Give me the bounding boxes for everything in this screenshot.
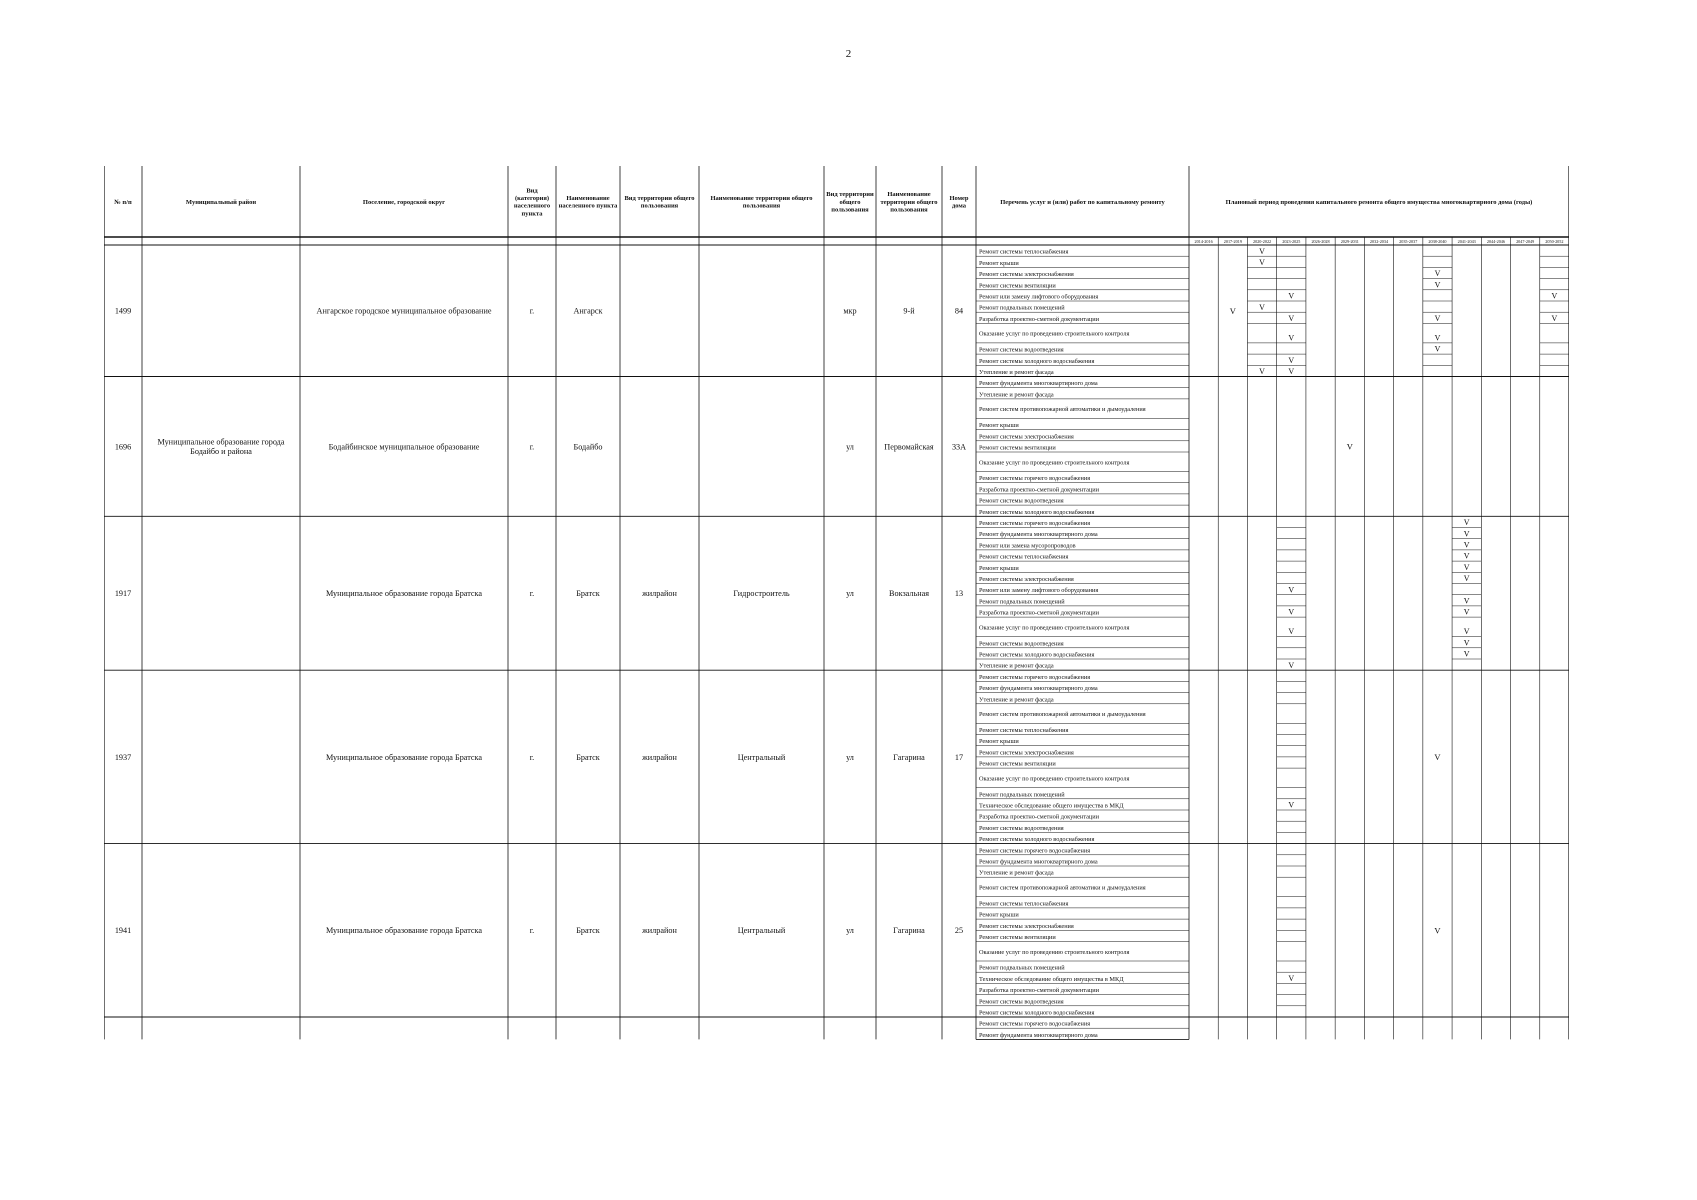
service-name: Ремонт системы холодного водоснабжения [979, 836, 1095, 844]
header-territory-type: Вид территории общего пользования [624, 194, 695, 210]
check-mark: V [1463, 551, 1470, 561]
check-mark: V [1288, 291, 1295, 301]
header-period: Плановый период проведения капитального ремонта общего имущества многоквартирного дома (годы) [1225, 198, 1533, 206]
service-name: Техническое обследование общего имущества в МКД [979, 802, 1124, 810]
check-mark: V [1463, 574, 1470, 584]
header-street-type: Вид территории общего пользования [826, 191, 874, 214]
check-mark: V [1551, 291, 1558, 301]
service-name: Ремонт системы горячего водоснабжения [979, 1020, 1091, 1028]
period-label: 2035-2037 [1399, 239, 1418, 244]
service-name: Утепление и ремонт фасада [979, 696, 1054, 704]
service-name: Ремонт системы горячего водоснабжения [979, 847, 1091, 855]
cell-house: 33А [951, 442, 967, 452]
service-name: Ремонт системы электроснабжения [979, 576, 1074, 583]
service-name: Ремонт системы вентиляции [979, 934, 1056, 941]
service-name: Ремонт системы холодного водоснабжения [979, 508, 1095, 516]
cell-settlement-type: г. [529, 926, 535, 936]
cell-settlement-name: Ангарск [573, 306, 603, 316]
service-name: Ремонт систем противопожарной автоматики и дымоудаления [979, 406, 1146, 414]
cell-street-type: мкр [843, 306, 857, 316]
check-mark: V [1288, 660, 1295, 670]
service-name: Ремонт системы водоотведения [979, 824, 1064, 832]
main-check-mark: V [1346, 441, 1353, 452]
cell-settlement-type: г. [529, 589, 535, 599]
check-mark: V [1463, 607, 1470, 617]
check-mark: V [1463, 596, 1470, 606]
service-name: Ремонт фундамента многоквартирного дома [979, 380, 1098, 388]
cell-street-name: Вокзальная [889, 589, 929, 599]
service-name: Ремонт или замену лифтового оборудования [979, 587, 1099, 595]
cell-settlement-name: Братск [576, 926, 600, 936]
header-street-name: Наименование территории общего пользования [880, 191, 938, 214]
check-mark: V [1463, 649, 1470, 659]
cell-settlement: Муниципальное образование города Братска [325, 926, 483, 936]
cell-street-type: ул [846, 442, 854, 452]
service-name: Ремонт или замена мусоропроводов [979, 542, 1076, 550]
cell-house: 84 [954, 306, 964, 316]
cell-settlement-name: Бодайбо [573, 442, 603, 452]
check-mark: V [1288, 355, 1295, 365]
cell-settlement: Муниципальное образование города Братска [325, 752, 483, 762]
service-name: Ремонт системы холодного водоснабжения [979, 357, 1095, 365]
header-territory-name: Наименование территории общего пользования [710, 194, 813, 210]
cell-settlement-name: Братск [576, 752, 600, 762]
period-label: 2032-2034 [1369, 239, 1389, 244]
service-name: Оказание услуг по проведению строительного контроля [979, 330, 1130, 338]
service-name: Ремонт системы водоотведения [979, 998, 1064, 1006]
service-name: Ремонт системы горячего водоснабжения [979, 475, 1091, 483]
cell-settlement-type: г. [529, 442, 535, 452]
service-name: Утепление и ремонт фасада [979, 662, 1054, 670]
period-label: 2047-2049 [1516, 239, 1535, 244]
check-mark: V [1463, 638, 1470, 648]
period-label: 2029-2031 [1340, 239, 1359, 244]
period-label: 2023-2025 [1282, 239, 1301, 244]
cell-settlement: Муниципальное образование города Братска [325, 589, 483, 599]
capital-repair-table [104, 166, 1569, 1040]
service-name: Ремонт фундамента многоквартирного дома [979, 685, 1098, 693]
main-check-mark: V [1229, 305, 1236, 316]
check-mark: V [1288, 800, 1295, 810]
check-mark: V [1463, 540, 1470, 550]
cell-num: 1917 [114, 589, 132, 599]
cell-settlement: Ангарское городское муниципальное образование [316, 306, 492, 316]
service-name: Разработка проектно-сметной документации [979, 813, 1100, 821]
service-name: Оказание услуг по проведению строительного контроля [979, 948, 1130, 956]
header-services: Перечень услуг и (или) работ по капитальному ремонту [1000, 198, 1165, 206]
cell-territory-name: Центральный [737, 752, 786, 762]
service-name: Ремонт системы водоотведения [979, 346, 1064, 354]
header-district: Муниципальный район [185, 198, 257, 206]
check-mark: V [1259, 367, 1265, 377]
cell-territory-type: жилрайон [642, 752, 677, 762]
service-name: Ремонт крыши [979, 738, 1019, 746]
service-name: Утепление и ремонт фасада [979, 391, 1054, 399]
cell-num: 1696 [114, 442, 132, 452]
service-name: Оказание услуг по проведению строительного контроля [979, 624, 1130, 632]
service-name: Ремонт подвальных помещений [979, 598, 1065, 606]
cell-settlement: Бодайбинское муниципальное образование [328, 442, 480, 452]
period-label: 2044-2046 [1486, 239, 1506, 244]
cell-street-type: ул [846, 926, 854, 936]
check-mark: V [1463, 562, 1470, 572]
check-mark: V [1288, 333, 1295, 343]
service-name: Ремонт крыши [979, 911, 1019, 919]
cell-num: 1941 [114, 926, 132, 936]
service-name: Ремонт фундамента многоквартирного дома [979, 858, 1098, 866]
cell-territory-type: жилрайон [642, 589, 677, 599]
cell-settlement-name: Братск [576, 589, 600, 599]
service-name: Ремонт системы вентиляции [979, 444, 1056, 452]
check-mark: V [1288, 367, 1295, 377]
cell-territory-name: Центральный [737, 926, 786, 936]
cell-house: 17 [954, 752, 964, 762]
service-name: Ремонт подвальных помещений [979, 964, 1065, 972]
check-mark: V [1434, 269, 1441, 279]
check-mark: V [1434, 314, 1441, 323]
check-mark: V [1288, 607, 1295, 617]
service-name: Ремонт фундамента многоквартирного дома [979, 531, 1098, 539]
period-label: 2038-2040 [1428, 239, 1447, 244]
service-name: Разработка проектно-сметной документации [979, 987, 1100, 995]
page-number: 2 [845, 48, 852, 60]
service-name: Разработка проектно-сметной документации [979, 486, 1100, 494]
check-mark: V [1434, 280, 1441, 290]
check-mark: V [1288, 974, 1295, 983]
check-mark: V [1288, 314, 1295, 323]
service-name: Ремонт крыши [979, 422, 1019, 430]
service-name: Техническое обследование общего имущества в МКД [979, 975, 1124, 983]
header-settlement-type: Вид (категория) населенного пункта [513, 187, 551, 218]
service-name: Утепление и ремонт фасада [979, 369, 1054, 376]
service-name: Ремонт крыши [979, 259, 1019, 267]
header-house: Номер дома [949, 194, 969, 210]
period-label: 2041-2043 [1457, 239, 1476, 244]
cell-settlement-type: г. [529, 752, 535, 762]
period-label: 2020-2022 [1252, 239, 1272, 244]
header-settlement: Поселение, городской округ [362, 198, 446, 206]
period-label: 2014-2016 [1194, 239, 1213, 244]
check-mark: V [1551, 314, 1558, 323]
service-name: Ремонт системы электроснабжения [979, 433, 1074, 441]
check-mark: V [1434, 344, 1441, 354]
service-name: Ремонт систем противопожарной автоматики и дымоудаления [979, 711, 1146, 719]
service-name: Ремонт системы теплоснабжения [979, 553, 1069, 561]
cell-settlement-type: г. [529, 306, 535, 316]
service-name: Ремонт систем противопожарной автоматики и дымоудаления [979, 884, 1146, 892]
service-name: Ремонт системы теплоснабжения [979, 248, 1069, 256]
service-name: Оказание услуг по проведению строительного контроля [979, 459, 1130, 467]
cell-house: 25 [954, 926, 964, 936]
cell-num: 1499 [114, 306, 132, 316]
header-settlement-name: Наименование населенного пункта [558, 194, 618, 210]
service-name: Ремонт системы холодного водоснабжения [979, 651, 1095, 659]
service-name: Ремонт крыши [979, 564, 1019, 572]
service-name: Ремонт подвальных помещений [979, 791, 1065, 799]
service-name: Ремонт системы холодного водоснабжения [979, 1009, 1095, 1017]
cell-district: Муниципальное образование города Бодайбо и района [157, 437, 285, 457]
service-name: Ремонт системы теплоснабжения [979, 900, 1069, 908]
period-label: 2017-2019 [1223, 239, 1242, 244]
cell-street-name: 9-й [903, 306, 915, 316]
cell-house: 13 [954, 589, 964, 599]
cell-street-name: Первомайская [884, 442, 934, 452]
check-mark: V [1259, 246, 1265, 256]
service-name: Ремонт подвальных помещений [979, 304, 1065, 312]
service-name: Утепление и ремонт фасада [979, 869, 1054, 877]
header-num: № п/п [114, 198, 132, 206]
check-mark: V [1259, 302, 1265, 312]
period-label: 2026-2028 [1311, 239, 1330, 244]
cell-territory-type: жилрайон [642, 926, 677, 936]
service-name: Оказание услуг по проведению строительного контроля [979, 775, 1130, 783]
service-name: Ремонт системы водоотведения [979, 640, 1064, 648]
check-mark: V [1288, 585, 1295, 595]
cell-street-type: ул [846, 589, 854, 599]
service-name: Ремонт системы электроснабжения [979, 749, 1074, 757]
check-mark: V [1434, 333, 1441, 343]
service-name: Ремонт фундамента многоквартирного дома [979, 1031, 1098, 1039]
check-mark: V [1463, 529, 1470, 539]
service-name: Разработка проектно-сметной документации [979, 609, 1100, 617]
service-name: Ремонт системы теплоснабжения [979, 727, 1069, 734]
service-name: Ремонт системы вентиляции [979, 760, 1056, 768]
check-mark: V [1463, 627, 1470, 637]
table-grid [104, 166, 1569, 1040]
cell-street-type: ул [846, 752, 854, 762]
service-name: Ремонт системы горячего водоснабжения [979, 673, 1091, 681]
service-name: Ремонт системы электроснабжения [979, 271, 1074, 279]
service-name: Разработка проектно-сметной документации [979, 315, 1100, 323]
service-name: Ремонт или замену лифтового оборудования [979, 293, 1099, 301]
cell-territory-name: Гидростроитель [733, 589, 790, 599]
main-check-mark: V [1434, 751, 1441, 762]
cell-street-name: Гагарина [893, 926, 925, 936]
main-check-mark: V [1434, 925, 1441, 936]
check-mark: V [1288, 627, 1295, 637]
service-name: Ремонт системы вентиляции [979, 282, 1056, 290]
check-mark: V [1463, 518, 1470, 528]
cell-num: 1937 [114, 752, 132, 762]
cell-street-name: Гагарина [893, 752, 925, 762]
period-label: 2050-2052 [1545, 239, 1564, 244]
service-name: Ремонт системы водоотведения [979, 497, 1064, 505]
service-name: Ремонт системы электроснабжения [979, 922, 1074, 930]
service-name: Ремонт системы горячего водоснабжения [979, 520, 1091, 527]
check-mark: V [1259, 258, 1265, 267]
